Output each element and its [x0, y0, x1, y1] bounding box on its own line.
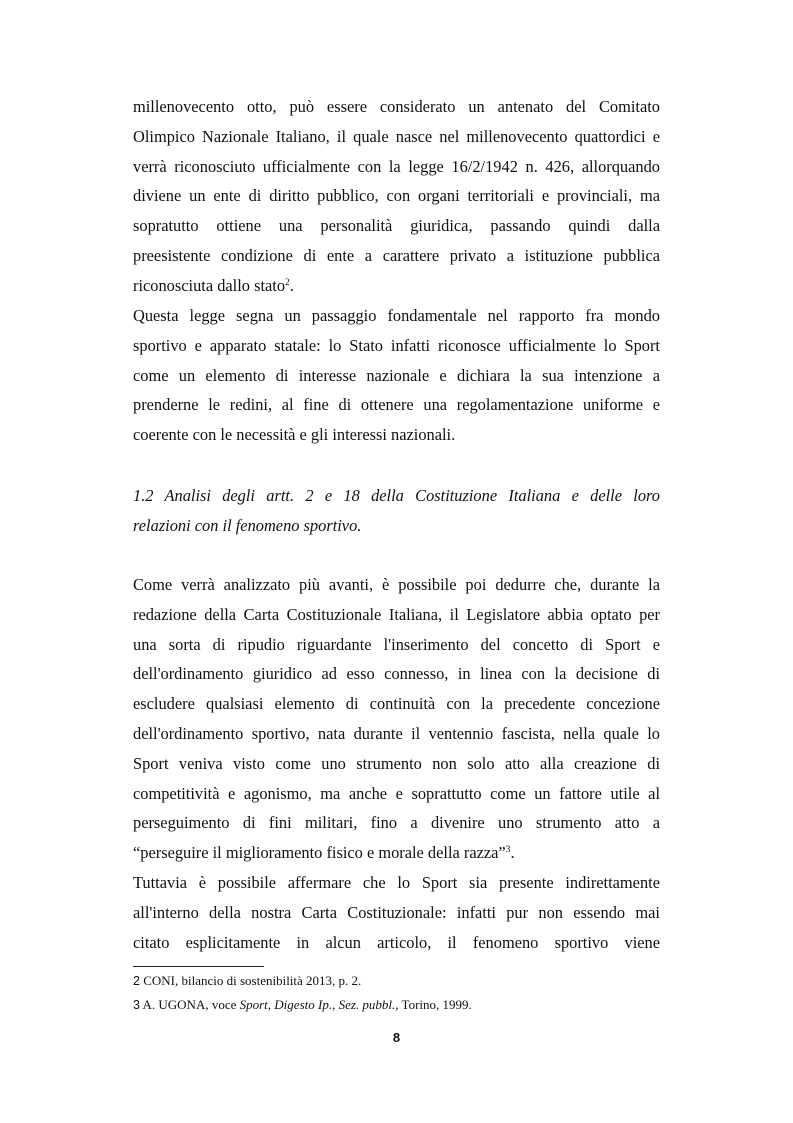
text-fragment: riconosciuta dallo stato — [133, 275, 286, 295]
footnote-text: A. UGONA, voce — [142, 997, 240, 1012]
text-fragment: . — [289, 275, 294, 295]
page-number: 8 — [392, 1030, 401, 1045]
text-line: redazione della Carta Costituzionale Italiana, il Legislatore abbia optato per — [133, 604, 660, 624]
text-line: come un elemento di interesse nazionale e dichiara la sua intenzione a — [133, 365, 660, 385]
text-line: all'interno della nostra Carta Costituzionale: infatti pur non essendo mai — [133, 902, 660, 922]
text-fragment: . — [510, 843, 515, 863]
section-heading — [133, 481, 660, 541]
heading-line: relazioni con il fenomeno sportivo. — [133, 515, 362, 535]
text-line: prenderne le redini, al fine di ottenere una regolamentazione uniforme e — [133, 395, 660, 415]
text-line: Tuttavia è possibile affermare che lo Sport sia presente indirettamente — [133, 873, 660, 892]
footnote-italic-text: Sport, Digesto Ip., Sez. pubbl. — [239, 997, 396, 1012]
text-line: diviene un ente di diritto pubblico, con organi territoriali e provinciali, ma — [133, 186, 660, 206]
footnote-text: , Torino, 1999. — [395, 997, 472, 1012]
footnote-reference: 2 — [285, 277, 290, 288]
text-line: Olimpico Nazionale Italiano, il quale nasce nel millenovecento quattordici e — [133, 126, 660, 146]
text-line: una sorta di ripudio riguardante l'inserimento del concetto di Sport e — [133, 634, 660, 654]
text-line: Sport veniva visto come uno strumento non solo atto alla creazione di — [133, 753, 660, 773]
footnote-reference: 3 — [505, 845, 511, 856]
text-line: verrà riconosciuto ufficialmente con la legge 16/2/1942 n. 426, allorquando — [133, 156, 660, 176]
heading-line: 1.2 Analisi degli artt. 2 e 18 della Costituzione Italiana e delle loro — [133, 486, 660, 505]
paragraph-2 — [133, 301, 660, 450]
footnote-number: 3 — [133, 998, 140, 1012]
paragraph-3 — [133, 570, 660, 868]
footnote-text: CONI, bilancio di sostenibilità 2013, p. 2. — [143, 973, 362, 988]
text-line: citato esplicitamente in alcun articolo, il fenomeno sportivo viene — [133, 932, 660, 952]
paragraph-1 — [133, 92, 660, 301]
text-line: sopratutto ottiene una personalità giuridica, passando quindi dalla — [133, 216, 660, 236]
text-line: dell'ordinamento giuridico ad esso connesso, in linea con la decisione di — [133, 664, 660, 684]
footnote-3 — [133, 996, 472, 1014]
text-line: sportivo e apparato statale: lo Stato infatti riconosce ufficialmente lo Sport — [133, 335, 660, 355]
text-line: preesistente condizione di ente a carattere privato a istituzione pubblica — [133, 245, 660, 265]
text-line — [133, 838, 660, 868]
text-line: dell'ordinamento sportivo, nata durante il ventennio fascista, nella quale lo — [133, 723, 660, 743]
text-fragment: “perseguire il miglioramento fisico e morale della razza” — [133, 843, 506, 863]
footnote-2 — [133, 972, 361, 990]
text-line: competitività e agonismo, ma anche e soprattutto come un fattore utile al — [133, 783, 660, 803]
text-line — [133, 271, 660, 301]
text-line: Questa legge segna un passaggio fondamentale nel rapporto fra mondo — [133, 306, 660, 325]
paragraph-4 — [133, 868, 660, 957]
footnote-separator — [133, 966, 264, 967]
footnote-number: 2 — [133, 974, 140, 988]
text-line: escludere qualsiasi elemento di continuità con la precedente concezione — [133, 694, 660, 714]
text-line: Come verrà analizzato più avanti, è possibile poi dedurre che, durante la — [133, 575, 660, 594]
text-line: coerente con le necessità e gli interessi nazionali. — [133, 425, 456, 445]
text-line: millenovecento otto, può essere considerato un antenato del Comitato — [133, 97, 660, 116]
text-line: perseguimento di fini militari, fino a divenire uno strumento atto a — [133, 813, 660, 833]
